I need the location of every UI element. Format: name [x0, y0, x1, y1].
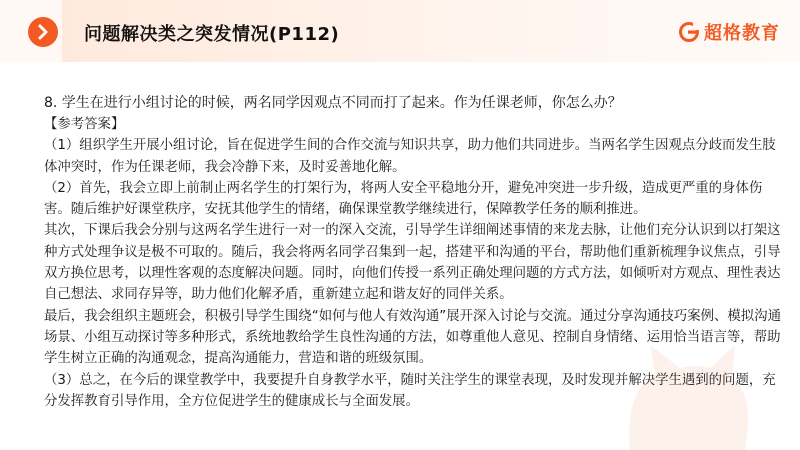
- answer-paragraph-1: （1）组织学生开展小组讨论，旨在促进学生间的合作交流与知识共享，助力他们共同进步。当两名学生因观点分歧而发生肢体冲突时，作为任课老师，我会冷静下来，及时妥善地化解。: [44, 138, 776, 175]
- answer-paragraph-3: 其次，下课后我会分别与这两名学生进行一对一的深入交流，引导学生详细阐述事情的来龙去脉，让他们充分认识到以打架这种方式处理争议是极不可取的。随后，我会将两名同学召集到一起，搭建平和沟通的平台，帮助他们重新梳理争议焦点，引导双方换位思考，以理性客观的态度解决问题。同时，向他们传授一系列正确处理问题的方式方法，如倾听对方观点、理性表达自己想法、求同存异等，助力他们化解矛盾，重新建立起和谐友好的同伴关系。: [44, 223, 781, 303]
- question-text: 8. 学生在进行小组讨论的时候，两名同学因观点不同而打了起来。作为任课老师，你怎么办？: [44, 95, 622, 111]
- answer-paragraph-4: 最后，我会组织主题班会，积极引导学生围绕“如何与他人有效沟通”展开深入讨论与交流。通过分享沟通技巧案例、模拟沟通场景、小组互动探讨等多种形式，系统地教给学生良性沟通的方法，如尊重他人意见、控制自身情绪、运用恰当语言等，帮助学生树立正确的沟通观念，提高沟通能力，营造和谐的班级氛围。: [44, 308, 781, 367]
- chevron-right-icon: [28, 17, 58, 47]
- logo-text: 超格教育: [704, 23, 780, 44]
- header-bar: [0, 0, 800, 62]
- brand-logo: [678, 19, 780, 45]
- g-logo-icon: [678, 21, 700, 43]
- answer-paragraph-5: （3）总之，在今后的课堂教学中，我要提升自身教学水平，随时关注学生的课堂表现，及时发现并解决学生遇到的问题，充分发挥教育引导作用，全方位促进学生的健康成长与全面发展。: [44, 372, 776, 409]
- page-title: 问题解决类之突发情况(P112): [84, 24, 340, 45]
- answer-heading: 【参考答案】: [44, 117, 125, 132]
- content-area: [44, 92, 784, 412]
- answer-paragraph-2: （2）首先，我会立即上前制止两名学生的打架行为，将两人安全平稳地分开，避免冲突进一步升级，造成更严重的身体伤害。随后维护好课堂秩序，安抚其他学生的情绪，确保课堂教学继续进行，保障教学任务的顺利推进。: [44, 180, 763, 218]
